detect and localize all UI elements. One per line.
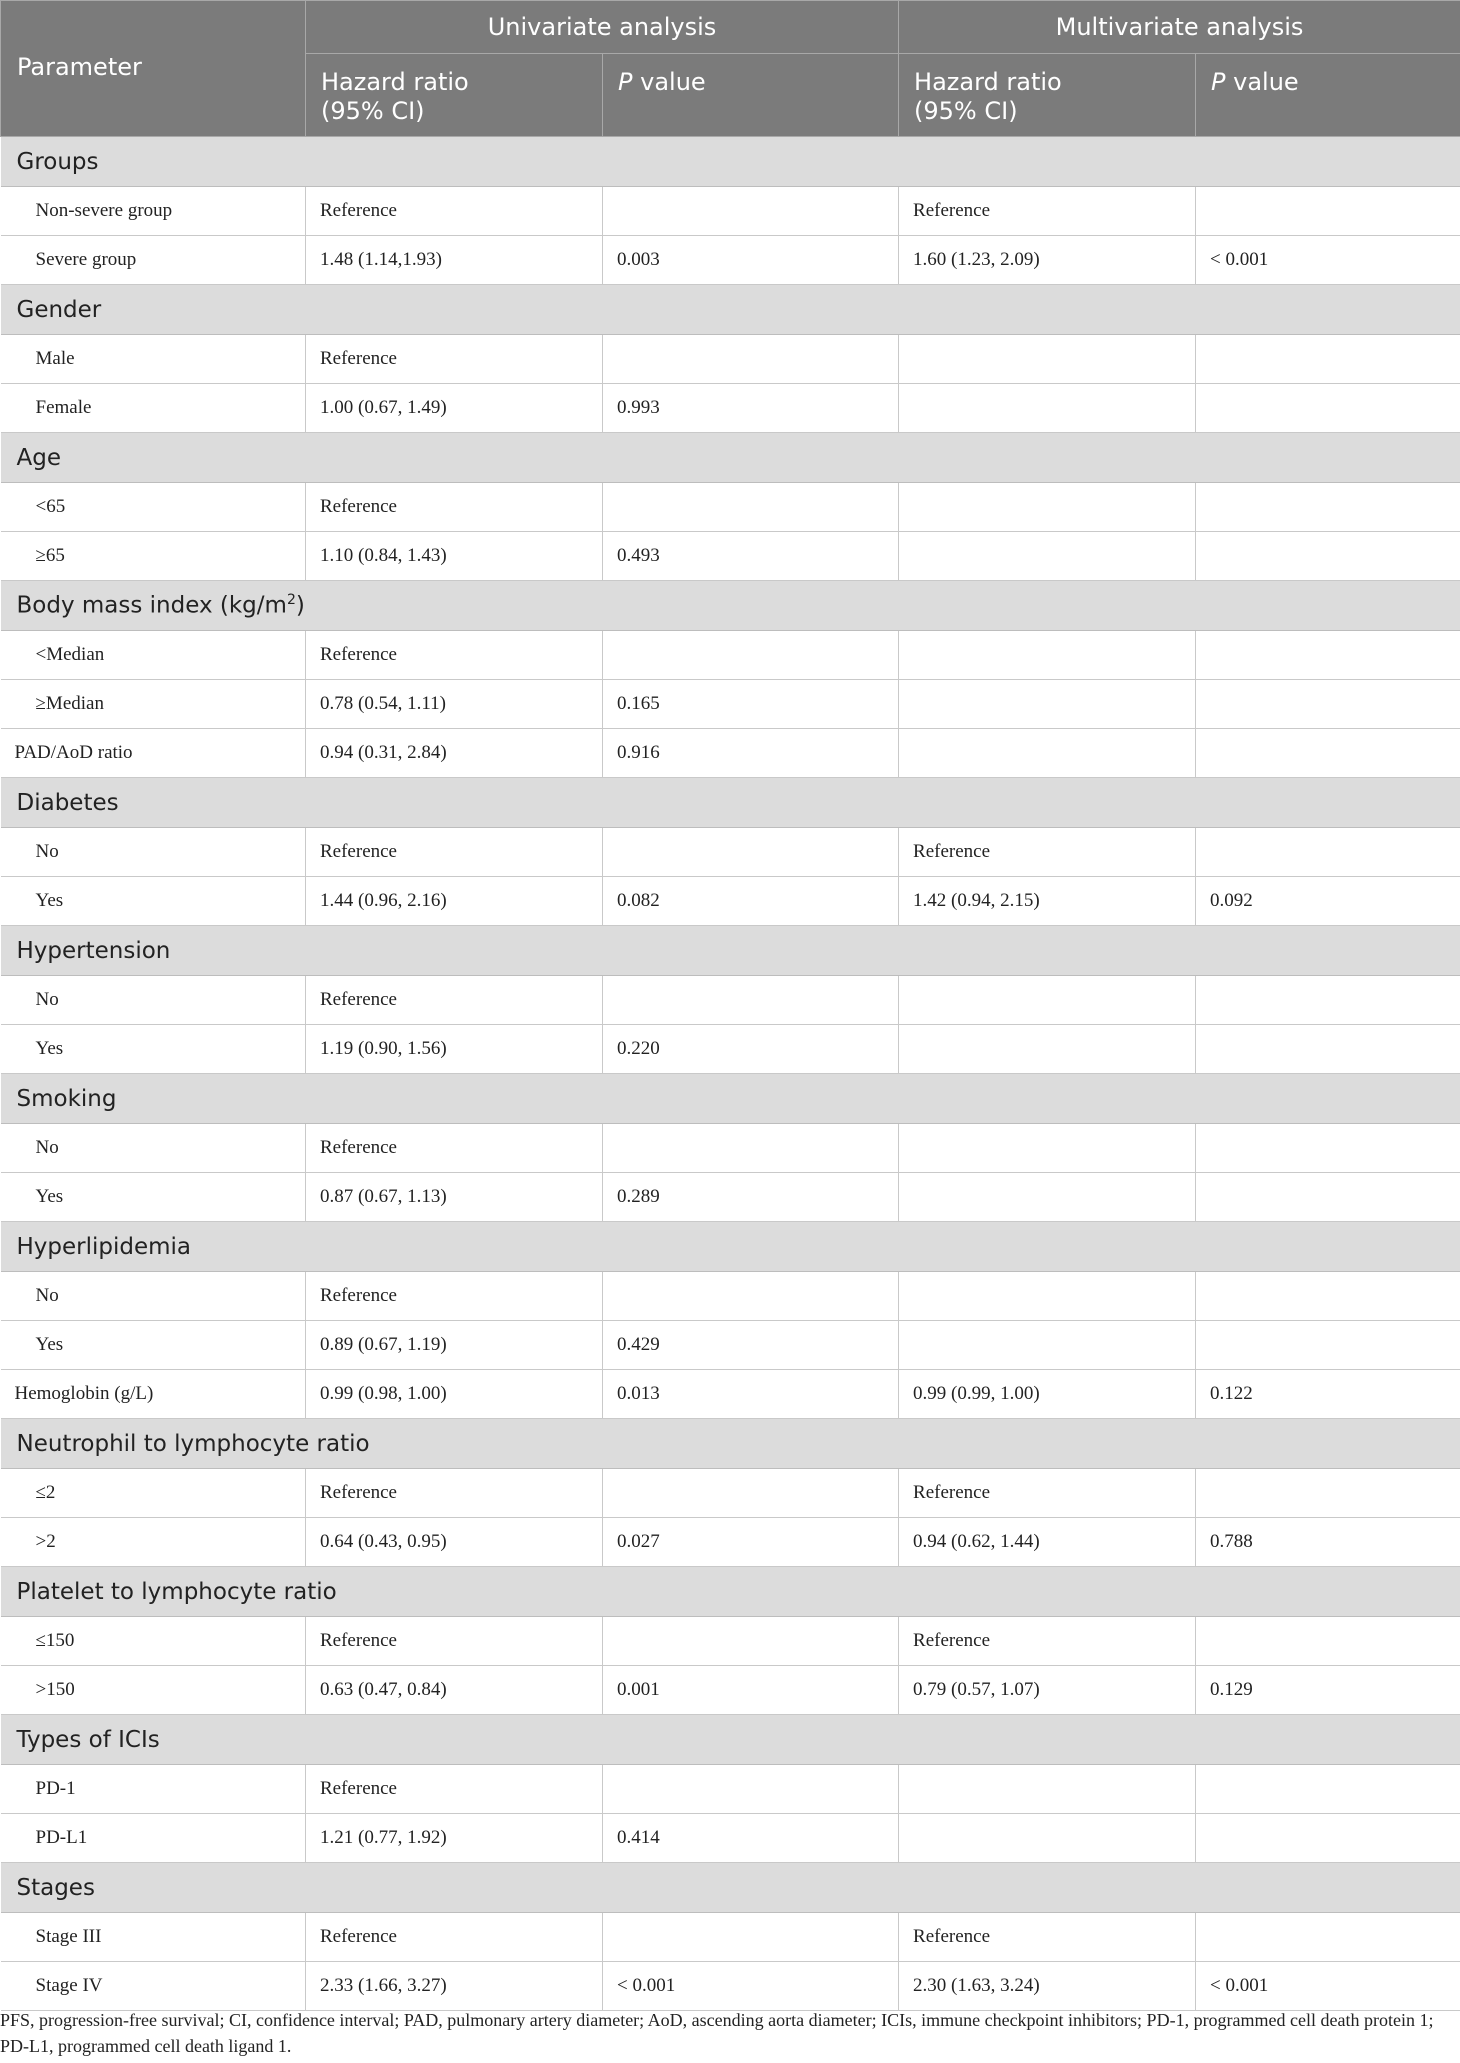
univariate-p-value: 0.220 [603,1025,899,1074]
multivariate-p-value [1196,532,1460,581]
univariate-p-value [603,1124,899,1173]
multivariate-hazard-ratio [899,483,1196,532]
multivariate-hazard-ratio: 0.99 (0.99, 1.00) [899,1370,1196,1419]
multivariate-p-value [1196,828,1460,877]
section-header-row [1,1863,1460,1913]
table-row [1,1518,1460,1567]
univariate-p-value: 0.916 [603,729,899,778]
table-row [1,1469,1460,1518]
multivariate-hazard-ratio [899,1765,1196,1814]
multivariate-hazard-ratio [899,631,1196,680]
section-header-row [1,1715,1460,1765]
univariate-p-value [603,1617,899,1666]
row-label: Male [1,335,306,384]
multivariate-p-value [1196,1025,1460,1074]
multivariate-p-value: < 0.001 [1196,236,1460,285]
univariate-p-value: 0.082 [603,877,899,926]
multivariate-p-value [1196,680,1460,729]
section-label: Smoking [1,1074,1460,1124]
table-row [1,828,1460,877]
row-label: ≥65 [1,532,306,581]
row-label: Stage IV [1,1962,306,2011]
univariate-hazard-ratio: 0.87 (0.67, 1.13) [306,1173,603,1222]
univariate-p-value [603,335,899,384]
univariate-hazard-ratio: Reference [306,187,603,236]
section-header-row [1,581,1460,631]
row-label: Yes [1,1025,306,1074]
univariate-p-value: 0.001 [603,1666,899,1715]
table-footnote: PFS, progression-free survival; CI, confidence interval; PAD, pulmonary artery diameter; AoD, ascending aorta diameter; ICIs, immune checkpoint inhibitors; PD-1, programmed cell death protein 1; PD-L1, programmed cell death ligand 1. [0,2010,1434,2056]
multivariate-hazard-ratio: Reference [899,1913,1196,1962]
row-label: PD-L1 [1,1814,306,1863]
section-label: Body mass index $(kg/m^2)$ [1,581,1460,631]
multivariate-p-value: 0.788 [1196,1518,1460,1567]
row-label: Yes [1,1321,306,1370]
section-label: Groups [1,137,1460,187]
univariate-hazard-ratio: 0.94 (0.31, 2.84) [306,729,603,778]
multivariate-hazard-ratio [899,1321,1196,1370]
multivariate-hazard-ratio [899,1124,1196,1173]
univariate-p-value: 0.414 [603,1814,899,1863]
univariate-hazard-ratio: 1.44 (0.96, 2.16) [306,877,603,926]
univariate-p-value [603,1765,899,1814]
univariate-p-value: 0.493 [603,532,899,581]
row-label: No [1,828,306,877]
univariate-p-value: 0.429 [603,1321,899,1370]
multivariate-hazard-ratio [899,976,1196,1025]
table-row [1,1666,1460,1715]
multivariate-hazard-ratio: 0.94 (0.62, 1.44) [899,1518,1196,1567]
section-header-row [1,137,1460,187]
row-label: Stage III [1,1913,306,1962]
multivariate-hazard-ratio [899,1025,1196,1074]
univariate-p-value [603,976,899,1025]
row-label: ≥Median [1,680,306,729]
univariate-hazard-ratio: 2.33 (1.66, 3.27) [306,1962,603,2011]
section-header-row [1,285,1460,335]
univariate-hazard-ratio: Reference [306,828,603,877]
row-label: No [1,976,306,1025]
univariate-hazard-ratio: 1.00 (0.67, 1.49) [306,384,603,433]
univariate-hazard-ratio: Reference [306,1765,603,1814]
section-header-row [1,926,1460,976]
header-uni-p-value: P value [603,54,899,137]
univariate-p-value: 0.993 [603,384,899,433]
univariate-hazard-ratio: 0.99 (0.98, 1.00) [306,1370,603,1419]
multivariate-hazard-ratio [899,1814,1196,1863]
multivariate-hazard-ratio [899,384,1196,433]
header-uni-hazard-ratio: Hazard ratio (95% CI) [306,54,603,137]
multivariate-p-value [1196,1469,1460,1518]
multivariate-p-value [1196,483,1460,532]
row-label: ≤150 [1,1617,306,1666]
multivariate-hazard-ratio [899,680,1196,729]
univariate-p-value: 0.003 [603,236,899,285]
section-label: Types of ICIs [1,1715,1460,1765]
univariate-hazard-ratio: 0.89 (0.67, 1.19) [306,1321,603,1370]
multivariate-p-value [1196,1617,1460,1666]
multivariate-p-value [1196,1124,1460,1173]
header-univariate: Univariate analysis [306,1,899,54]
section-header-row [1,433,1460,483]
table-row [1,976,1460,1025]
row-label: Severe group [1,236,306,285]
multivariate-p-value [1196,631,1460,680]
section-label: Age [1,433,1460,483]
table-row [1,1962,1460,2011]
multivariate-p-value [1196,976,1460,1025]
table-row [1,1617,1460,1666]
row-label: PAD/AoD ratio [1,729,306,778]
table-row [1,1025,1460,1074]
table-row [1,877,1460,926]
multivariate-p-value [1196,1272,1460,1321]
section-label: Hyperlipidemia [1,1222,1460,1272]
row-label: Female [1,384,306,433]
table-row [1,335,1460,384]
univariate-hazard-ratio: 1.10 (0.84, 1.43) [306,532,603,581]
table-row [1,384,1460,433]
multivariate-p-value: 0.122 [1196,1370,1460,1419]
row-label: No [1,1124,306,1173]
multivariate-p-value [1196,1173,1460,1222]
row-label: Hemoglobin (g/L) [1,1370,306,1419]
univariate-p-value [603,1913,899,1962]
section-header-row [1,1222,1460,1272]
section-label: Neutrophil to lymphocyte ratio [1,1419,1460,1469]
univariate-p-value: 0.165 [603,680,899,729]
row-label: Yes [1,877,306,926]
table-row [1,1913,1460,1962]
univariate-hazard-ratio: Reference [306,1124,603,1173]
univariate-p-value [603,631,899,680]
table-row [1,680,1460,729]
row-label: Yes [1,1173,306,1222]
univariate-hazard-ratio: 1.48 (1.14,1.93) [306,236,603,285]
row-label: PD-1 [1,1765,306,1814]
univariate-p-value [603,187,899,236]
univariate-hazard-ratio: 1.21 (0.77, 1.92) [306,1814,603,1863]
univariate-hazard-ratio: 0.64 (0.43, 0.95) [306,1518,603,1567]
table-row [1,631,1460,680]
univariate-hazard-ratio: Reference [306,1272,603,1321]
header-multi-p-value: P value [1196,54,1460,137]
row-label: >150 [1,1666,306,1715]
multivariate-hazard-ratio: 0.79 (0.57, 1.07) [899,1666,1196,1715]
table-row [1,532,1460,581]
section-label: Hypertension [1,926,1460,976]
table-row [1,483,1460,532]
multivariate-p-value [1196,1913,1460,1962]
multivariate-p-value [1196,1321,1460,1370]
univariate-hazard-ratio: Reference [306,1913,603,1962]
table-row [1,1321,1460,1370]
table-body [1,137,1460,2011]
table-row [1,1173,1460,1222]
univariate-hazard-ratio: Reference [306,1617,603,1666]
multivariate-p-value: 0.129 [1196,1666,1460,1715]
section-label: Gender [1,285,1460,335]
multivariate-p-value [1196,384,1460,433]
multivariate-p-value [1196,1814,1460,1863]
header-multivariate: Multivariate analysis [899,1,1460,54]
multivariate-hazard-ratio: Reference [899,1617,1196,1666]
multivariate-hazard-ratio: 1.60 (1.23, 2.09) [899,236,1196,285]
table-row [1,187,1460,236]
row-label: Non-severe group [1,187,306,236]
multivariate-p-value [1196,187,1460,236]
univariate-hazard-ratio: 0.63 (0.47, 0.84) [306,1666,603,1715]
univariate-hazard-ratio: Reference [306,335,603,384]
multivariate-p-value [1196,1765,1460,1814]
section-header-row [1,1074,1460,1124]
table-row [1,1124,1460,1173]
multivariate-p-value [1196,335,1460,384]
table-row [1,729,1460,778]
multivariate-hazard-ratio [899,729,1196,778]
multivariate-hazard-ratio [899,1272,1196,1321]
multivariate-hazard-ratio [899,1173,1196,1222]
row-label: No [1,1272,306,1321]
row-label: >2 [1,1518,306,1567]
multivariate-hazard-ratio: Reference [899,1469,1196,1518]
multivariate-hazard-ratio: 1.42 (0.94, 2.15) [899,877,1196,926]
univariate-p-value [603,1469,899,1518]
multivariate-hazard-ratio [899,532,1196,581]
multivariate-hazard-ratio: Reference [899,828,1196,877]
univariate-hazard-ratio: Reference [306,483,603,532]
header-multi-hazard-ratio: Hazard ratio (95% CI) [899,54,1196,137]
row-label: <Median [1,631,306,680]
table-row [1,1765,1460,1814]
table-row [1,236,1460,285]
univariate-p-value: < 0.001 [603,1962,899,2011]
section-label: Diabetes [1,778,1460,828]
univariate-hazard-ratio: 0.78 (0.54, 1.11) [306,680,603,729]
multivariate-hazard-ratio: 2.30 (1.63, 3.24) [899,1962,1196,2011]
multivariate-hazard-ratio: Reference [899,187,1196,236]
section-header-row [1,1419,1460,1469]
multivariate-p-value [1196,729,1460,778]
header-parameter: Parameter [1,1,306,137]
univariate-p-value [603,1272,899,1321]
row-label: <65 [1,483,306,532]
table-row [1,1370,1460,1419]
section-header-row [1,1567,1460,1617]
section-header-row [1,778,1460,828]
univariate-p-value [603,828,899,877]
univariate-p-value: 0.027 [603,1518,899,1567]
section-label: Stages [1,1863,1460,1913]
multivariate-p-value: < 0.001 [1196,1962,1460,2011]
univariate-hazard-ratio: Reference [306,1469,603,1518]
univariate-hazard-ratio: Reference [306,976,603,1025]
univariate-p-value: 0.013 [603,1370,899,1419]
table-row [1,1272,1460,1321]
univariate-p-value [603,483,899,532]
section-label: Platelet to lymphocyte ratio [1,1567,1460,1617]
row-label: ≤2 [1,1469,306,1518]
table-row [1,1814,1460,1863]
univariate-hazard-ratio: Reference [306,631,603,680]
multivariate-p-value: 0.092 [1196,877,1460,926]
univariate-hazard-ratio: 1.19 (0.90, 1.56) [306,1025,603,1074]
multivariate-hazard-ratio [899,335,1196,384]
univariate-p-value: 0.289 [603,1173,899,1222]
